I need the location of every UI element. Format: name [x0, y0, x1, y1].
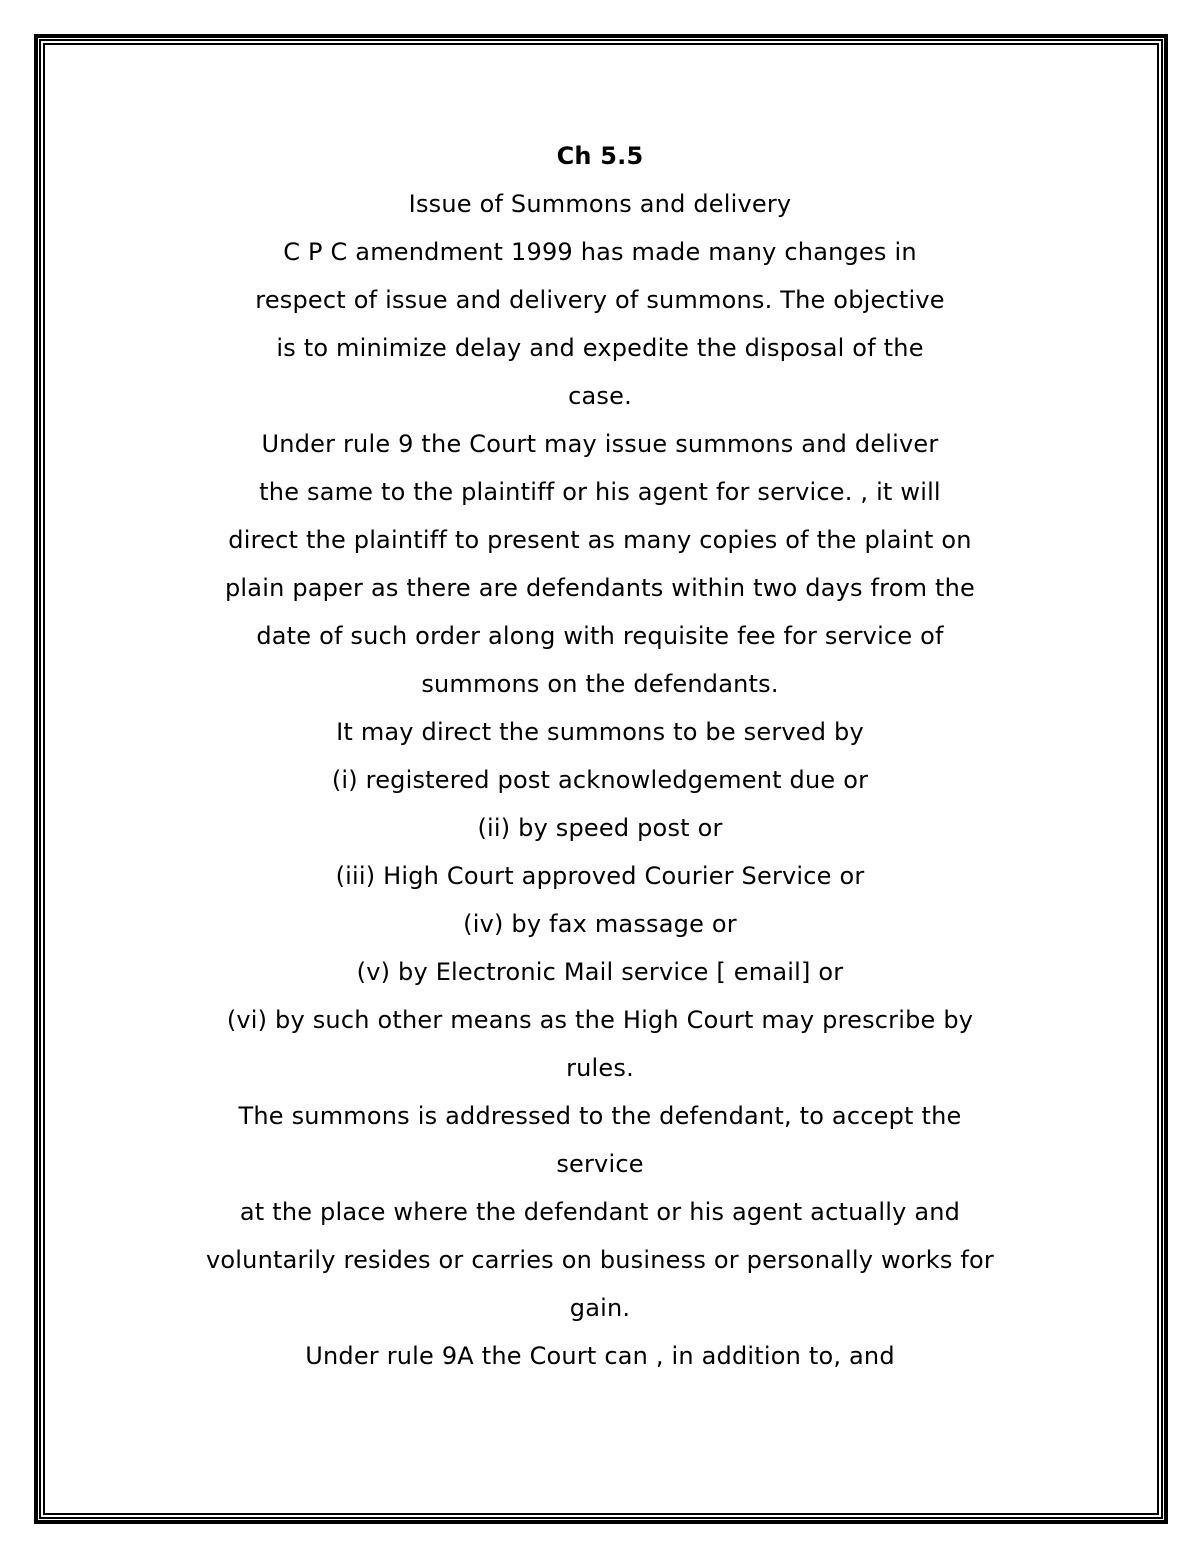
text-line: Under rule 9A the Court can , in addition to, and: [305, 1342, 895, 1370]
text-line: date of such order along with requisite fee for service of: [256, 622, 944, 650]
list-item: (ii) by speed post or: [477, 814, 723, 842]
text-line: The summons is addressed to the defendant, to accept the: [238, 1102, 962, 1130]
text-line: summons on the defendants.: [421, 670, 779, 698]
text-line: C P C amendment 1999 has made many changes in: [283, 238, 917, 266]
list-item: (iii) High Court approved Courier Service or: [335, 862, 865, 890]
text-line: service: [556, 1150, 644, 1178]
chapter-heading: Ch 5.5: [556, 142, 644, 170]
text-line: respect of issue and delivery of summons. The objective: [255, 286, 945, 314]
list-item: (i) registered post acknowledgement due or: [331, 766, 869, 794]
text-line: Under rule 9 the Court may issue summons and deliver: [261, 430, 939, 458]
text-line: gain.: [569, 1294, 631, 1322]
text-line: voluntarily resides or carries on business or personally works for: [206, 1246, 994, 1274]
text-line: at the place where the defendant or his agent actually and: [239, 1198, 961, 1226]
section-title: Issue of Summons and delivery: [408, 190, 792, 218]
text-line: case.: [568, 382, 632, 410]
text-line: It may direct the summons to be served by: [336, 718, 864, 746]
text-line: direct the plaintiff to present as many copies of the plaint on: [228, 526, 972, 554]
list-item: (iv) by fax massage or: [463, 910, 737, 938]
list-item: (vi) by such other means as the High Court may prescribe by: [226, 1006, 974, 1034]
text-line: the same to the plaintiff or his agent for service. , it will: [259, 478, 941, 506]
document-body: [60, 132, 1140, 1380]
list-item: rules.: [566, 1054, 634, 1082]
text-line: plain paper as there are defendants within two days from the: [225, 574, 975, 602]
text-line: is to minimize delay and expedite the disposal of the: [276, 334, 924, 362]
list-item: (v) by Electronic Mail service [ email] or: [356, 958, 844, 986]
